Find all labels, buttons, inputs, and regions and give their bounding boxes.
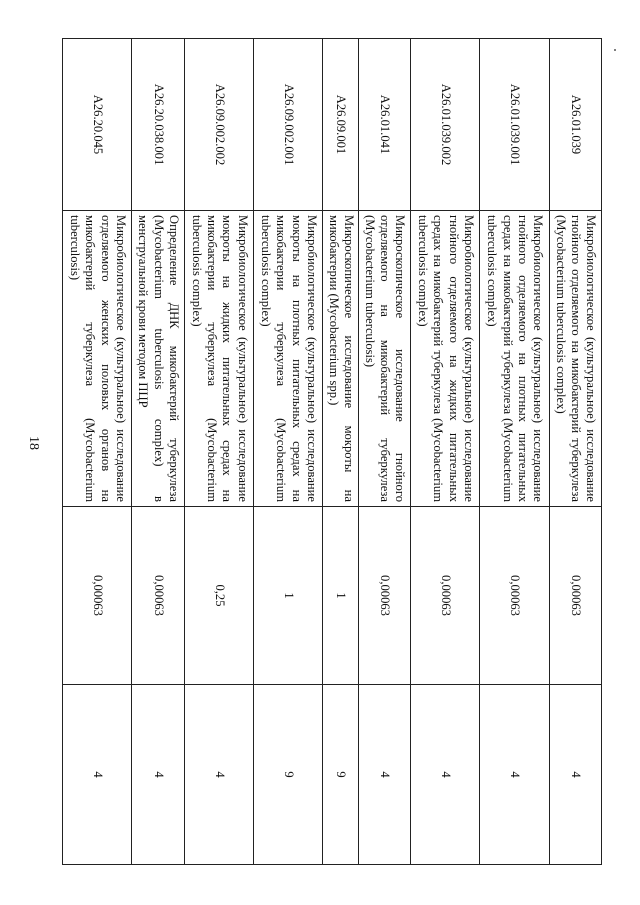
table-row xyxy=(480,39,549,865)
table-row xyxy=(63,39,132,865)
frequency-value: 1 xyxy=(323,507,358,685)
rotated-table-container xyxy=(62,38,602,864)
service-name: Микробиологическое (культуральное) исследование мокроты на плотных питательных средах на микобактерии туберкулеза (Mycobacterium tuberculosis complex) xyxy=(254,211,323,507)
multiplicity-value: 4 xyxy=(358,685,410,865)
multiplicity-value: 4 xyxy=(132,685,184,865)
frequency-value: 0,00063 xyxy=(63,507,132,685)
service-name: Определение ДНК микобактерий туберкулеза (Mycobacterium tuberculosis complex) в менструальной крови методом ПЦР xyxy=(132,211,184,507)
service-name: Микробиологическое (культуральное) исследование гнойного отделяемого на плотных питательных средах на микобактерий туберкулеза (Mycobacterium tuberculosis complex) xyxy=(480,211,549,507)
service-name: Микробиологическое (культуральное) исследование отделяемого женских половых органов на микобактерий туберкулеза (Mycobacterium tuberculosis) xyxy=(63,211,132,507)
service-code: A26.01.039.001 xyxy=(480,39,549,211)
service-code: A26.20.038.001 xyxy=(132,39,184,211)
service-code: A26.20.045 xyxy=(63,39,132,211)
table-row xyxy=(549,39,601,865)
service-name: Микробиологическое (культуральное) исследование гнойного отделяемого на микобактерий туберкулеза (Mycobacterium tuberculosis complex) xyxy=(549,211,601,507)
service-code: A26.01.039 xyxy=(549,39,601,211)
service-code: A26.09.002.002 xyxy=(184,39,253,211)
multiplicity-value: 4 xyxy=(410,685,479,865)
multiplicity-value: 4 xyxy=(549,685,601,865)
service-name: Микробиологическое (культуральное) исследование гнойного отделяемого на жидких питательных средах на микобактерий туберкулеза (Mycobacterium tuberculosis complex) xyxy=(410,211,479,507)
multiplicity-value: 4 xyxy=(480,685,549,865)
scan-speck xyxy=(614,49,616,51)
table-row xyxy=(358,39,410,865)
medical-services-table xyxy=(62,38,602,865)
frequency-value: 1 xyxy=(254,507,323,685)
frequency-value: 0,00063 xyxy=(410,507,479,685)
service-code: A26.01.041 xyxy=(358,39,410,211)
multiplicity-value: 9 xyxy=(254,685,323,865)
frequency-value: 0,00063 xyxy=(358,507,410,685)
service-code: A26.09.001 xyxy=(323,39,358,211)
table-row xyxy=(132,39,184,865)
service-name: Микробиологическое (культуральное) исследование мокроты на жидких питательных средах на микобактерии туберкулеза (Mycobacterium tuberculosis complex) xyxy=(184,211,253,507)
frequency-value: 0,25 xyxy=(184,507,253,685)
multiplicity-value: 9 xyxy=(323,685,358,865)
table-row xyxy=(323,39,358,865)
multiplicity-value: 4 xyxy=(184,685,253,865)
multiplicity-value: 4 xyxy=(63,685,132,865)
frequency-value: 0,00063 xyxy=(132,507,184,685)
table-row xyxy=(254,39,323,865)
service-name: Микроскопическое исследование мокроты на микобактерии (Mycobacterium spp.) xyxy=(323,211,358,507)
table-row xyxy=(184,39,253,865)
table-row xyxy=(410,39,479,865)
frequency-value: 0,00063 xyxy=(549,507,601,685)
service-code: A26.01.039.002 xyxy=(410,39,479,211)
service-name: Микроскопическое исследование гнойного отделяемого на микобактерий туберкулеза (Mycobacterium tuberculosis) xyxy=(358,211,410,507)
page-number: 18 xyxy=(26,436,41,450)
frequency-value: 0,00063 xyxy=(480,507,549,685)
service-code: A26.09.002.001 xyxy=(254,39,323,211)
